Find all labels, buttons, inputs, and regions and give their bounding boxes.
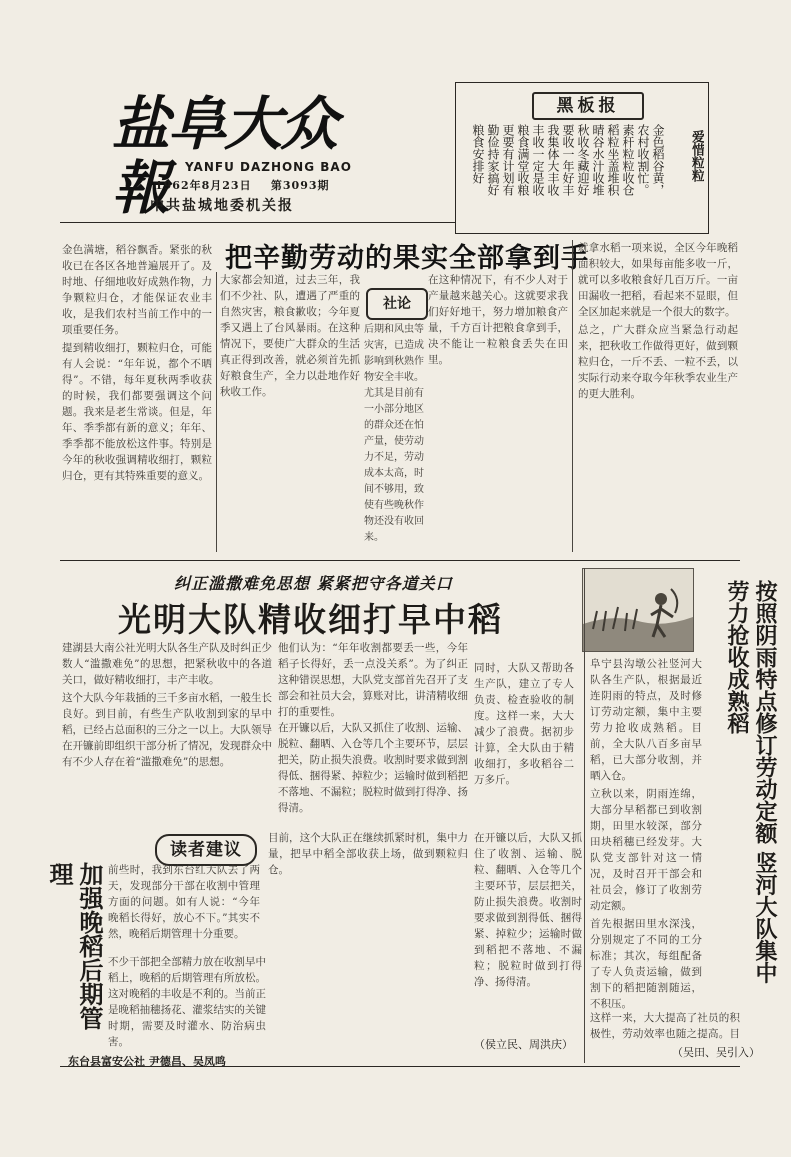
editorial-headline: 把辛勤劳动的果实全部拿到手 — [225, 243, 589, 274]
sidebar-column-2 — [590, 1010, 740, 1040]
column-divider — [572, 240, 573, 552]
masthead-date: 1962年8月23日 — [155, 179, 252, 192]
blackboard-line: 素秆粒粒收仓 — [621, 124, 635, 196]
editorial-paragraph: 就拿水稻一项来说，全区今年晚稻面积较大，如果每亩能多收一斤，就可以多收粮食好几百万斤。一亩田漏收一把稻，看起来不显眼，但全区加起来就是一个很大的数字。 — [578, 242, 738, 318]
blackboard-line: 农村收割忙。 — [636, 124, 650, 196]
feature-column-5 — [474, 830, 582, 1030]
blackboard-line: 要收一年好丰 — [561, 124, 575, 196]
editorial-column-5 — [578, 240, 738, 552]
blackboard-line: 更要有计划有 — [501, 124, 515, 196]
editorial-paragraph: 在这种情况下，有不少人对于产量越来越关心。这就要求我们好好地干，努力增加粮食产量，千方百计把粮食拿到手，决不能让一粒粮食丢失在田里。 — [428, 274, 568, 366]
blackboard-body — [465, 124, 665, 228]
sidebar-headline: 按照阴雨特点修订劳动定额 竖河大队集中劳力抢收成熟稻 — [724, 580, 778, 984]
sidebar-credit: （吴田、吴引入） — [672, 1046, 760, 1059]
feature-column-1 — [62, 640, 272, 820]
bottom-rule — [60, 1066, 740, 1067]
blackboard-line: 粮食满堂收粮 — [516, 124, 530, 196]
feature-column-2 — [278, 640, 468, 820]
feature-paragraph: 在开镰以后，大队又抓住了收割、运输、脱粒、翻晒、入仓等几个主要环节，层层把关，防止损失浪费。收割时要求做到割得低、捆得紧、掉粒少；运输时做到稻把不落地、不漏粒；脱粒时做到打得净、扬得清。 — [278, 722, 468, 814]
blackboard-title: 黑板报 — [532, 92, 644, 120]
masthead-publisher: 中共盐城地委机关报 — [150, 198, 294, 214]
masthead-rule — [60, 222, 455, 223]
editorial-column-3 — [364, 322, 424, 552]
masthead-pinyin: YANFU DAZHONG BAO — [185, 160, 352, 174]
feature-paragraph: 在开镰以后，大队又抓住了收割、运输、脱粒、翻晒、入仓等几个主要环节，层层把关，防止损失浪费。收割时要求做到割得低、捆得紧、掉粒少；运输时做到稻把不落地、不漏粒；脱粒时做到打得净、扬得清。 — [474, 832, 582, 988]
blackboard-line: 粮食安排好 — [471, 124, 485, 184]
feature-paragraph: 建湖县大南公社光明大队各生产队及时纠正少数人“滥撒难免”的思想，把紧秋收中的各道关口，做好精收细打，丰产丰收。 — [62, 642, 272, 686]
feature-paragraph: 他们认为：“年年收割都要丢一些，今年稻子长得好，丢一点没关系”。为了纠正这种错误思想，大队党支部首先召开了支部会和社员大会，算账对比，讲清精收细打的重要性。 — [278, 642, 468, 718]
sidebar-paragraph: 阜宁县沟墩公社竖河大队各生产队，根据最近连阴雨的特点，及时修订劳动定额，集中主要劳力抢收成熟稻。目前，全大队八百多亩早稻，已大部分收割，并晒入仓。 — [590, 658, 702, 782]
blackboard-line: 我集体大丰收 — [546, 124, 560, 196]
blackboard-line: 秋收冬藏迎好 — [576, 124, 590, 196]
feature-paragraph: 这个大队今年栽插的三千多亩水稻，一般生长良好。到目前，有些生产队收割到家的早中稻，已经占总面积的三分之一以上。大队领导在开镰前即组织干部分析了情况，发现群众中有不少人存在着“滥撒难免”的思想。 — [62, 692, 272, 768]
editorial-column-2 — [220, 272, 360, 552]
sidebar-column-1 — [590, 656, 702, 1046]
reader-suggestion-byline: 东台县富安公社 尹德昌、吴凤鸣 — [68, 1055, 226, 1068]
editorial-badge: 社论 — [366, 288, 428, 320]
reader-paragraph: 不少干部把全部精力放在收割早中稻上，晚稻的后期管理有所放松。这对晚稻的丰收是不利的。当前正是晚稻抽穗扬花、灌浆结实的关键时期，需要及时灌水、防治病虫害。 — [108, 956, 266, 1048]
sidebar-paragraph: 立秋以来，阴雨连绵，大部分早稻都已到收割期，田里水较深，部分田块稻穗已经发芽。大队党支部针对这一情况，及时召开干部会和社员会，修订了收割劳动定额。 — [590, 788, 702, 912]
harvest-illustration — [582, 568, 694, 652]
masthead-title: 盐阜大众報 — [112, 90, 337, 222]
column-divider — [216, 272, 217, 552]
sidebar-paragraph: 这样一来，大大提高了社员的积极性，劳动效率也随之提高。目 — [590, 1012, 740, 1040]
section-rule — [60, 560, 740, 561]
sidebar-paragraph: 首先根据田里水深浅，分别规定了不同的工分标准；其次，每组配备了专人负责运输，做到割下的稻把随割随运，不积压。 — [590, 918, 702, 1010]
feature-column-4 — [268, 830, 468, 1030]
blackboard-heading: 爱惜粒粒 — [689, 130, 704, 182]
reader-suggestion-column-1 — [108, 862, 260, 952]
blackboard-line: 金色稻谷黄， — [651, 124, 665, 196]
editorial-paragraph: 大家都会知道，过去三年，我们不少社、队，遭遇了严重的自然灾害，粮食歉收；今年夏季又遇上了台风暴雨。在这种情况下，要使广大群众的生活真正得到改善，就必须首先抓好粮食生产，全力以赴地作好秋收工作。 — [220, 274, 360, 398]
feature-kicker: 纠正滥撒难免思想 紧紧把守各道关口 — [174, 574, 453, 593]
editorial-column-1 — [62, 242, 212, 552]
blackboard-line: 勤俭持家搞好 — [486, 124, 500, 196]
masthead-dateline — [155, 177, 330, 193]
feature-headline: 光明大队精收细打早中稻 — [118, 600, 503, 639]
reader-suggestion-headline: 加强晚稻后期管理 — [45, 862, 104, 1030]
reader-suggestion-column-2 — [108, 954, 266, 1050]
feature-column-3 — [474, 660, 574, 820]
feature-paragraph: 同时，大队又帮助各生产队，建立了专人负责、检查验收的制度。这样一来，大大减少了浪费。据初步计算，全大队由于精收细打，多收稻谷二万多斤。 — [474, 662, 574, 786]
blackboard-line: 稻粒坐盖堆积 — [606, 124, 620, 196]
editorial-paragraph: 金色满塘，稻谷飘香。紧张的秋收已在各区各地普遍展开了。及时地、仔细地收好成熟作物，力争颗粒归仓，才能保证农业丰收，是我们农村当前工作中的一项重要任务。 — [62, 244, 212, 336]
editorial-paragraph: 提到精收细打，颗粒归仓，可能有人会说：“年年说，都个不晒得”。不错，每年夏秋两季收获的时候，我们都要强调这个问题。我来是老生常谈。但是，年年、季季都有新的意义；年年、季季都不能放松这件事。特别是今年的秋收强调精收细打，颗粒归仓，更有其特殊重要的意义。 — [62, 342, 212, 482]
column-divider — [584, 568, 585, 1063]
masthead-issue: 第3093期 — [270, 179, 330, 192]
editorial-column-4 — [428, 272, 568, 552]
blackboard-line: 晴谷水汁收堆 — [591, 124, 605, 196]
reader-suggestion-badge: 读者建议 — [155, 834, 257, 866]
blackboard-line: 丰收一定是收 — [531, 124, 545, 196]
feature-credit: （侯立民、周洪庆） — [474, 1038, 573, 1051]
editorial-paragraph: 后期和风虫等灾害，已造成影响到秋熟作物安全丰收。尤其是目前有一小部分地区的群众还在怕产量，使劳动力不足，劳动成本太高，时间不够用，致使有些晚秋作物还没有收回来。 — [364, 324, 424, 543]
feature-paragraph: 目前，这个大队正在继续抓紧时机，集中力量，把早中稻全部收获上场，做到颗粒归仓。 — [268, 832, 468, 876]
reader-paragraph: 前些时，我到东台红大队去了两天，发现部分干部在收割中管理方面的问题。如有人说：“今年晚稻长得好，放心不下。”其实不然，晚稻后期管理十分重要。 — [108, 864, 260, 940]
editorial-paragraph: 总之，广大群众应当紧急行动起来，把秋收工作做得更好，做到颗粒归仓，一斤不丢、一粒不丢，以实际行动来夺取今年秋季农业生产的更大胜利。 — [578, 324, 738, 400]
